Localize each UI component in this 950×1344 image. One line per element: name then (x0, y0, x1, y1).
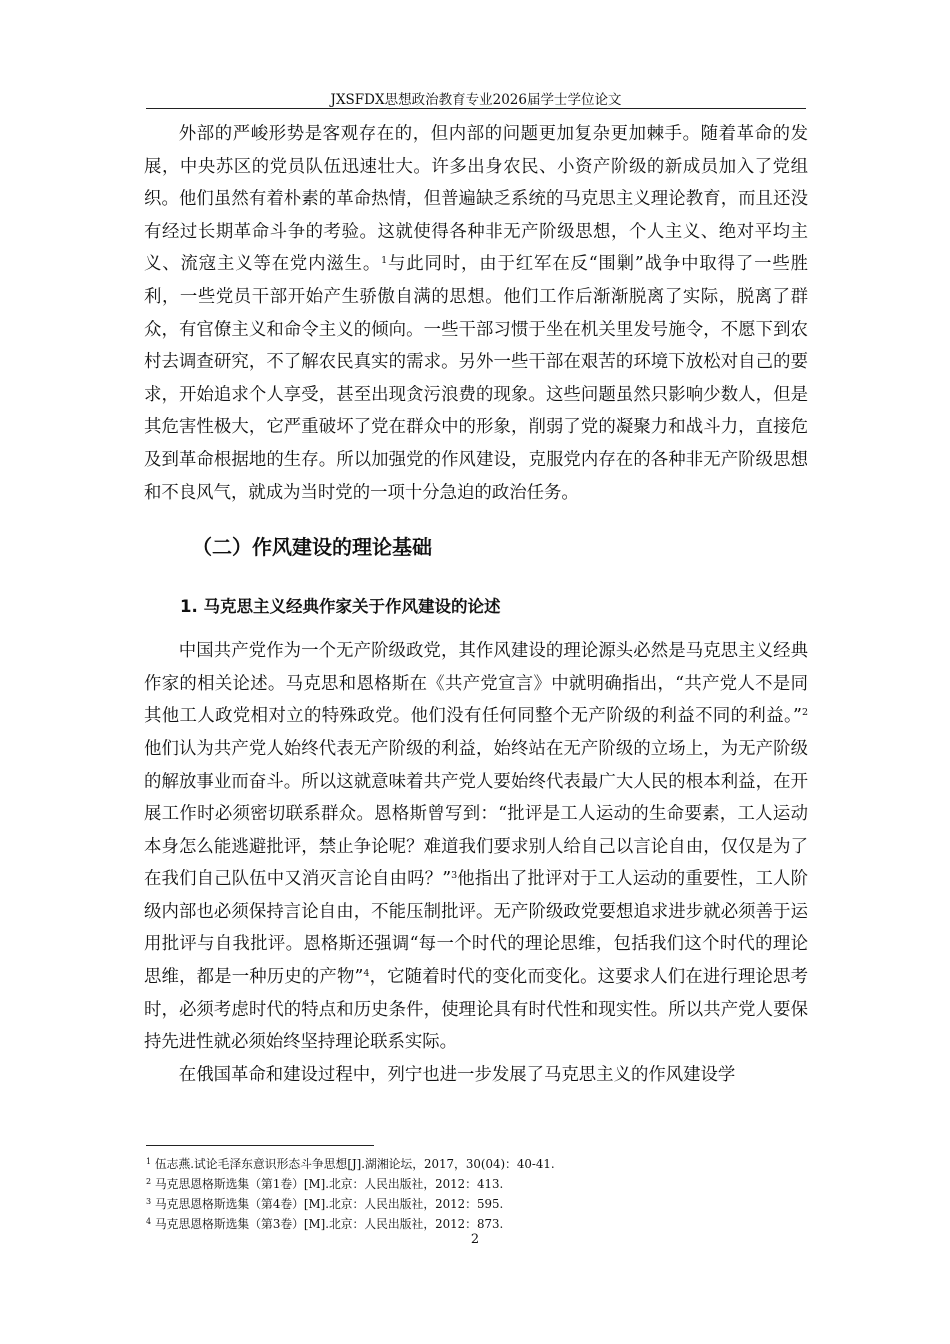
paragraph-2 (144, 635, 808, 1059)
subsection-heading: 1. 马克思主义经典作家关于作风建设的论述 (180, 597, 501, 617)
paragraph-1 (144, 118, 808, 509)
footnote-item (146, 1214, 806, 1234)
footnote-item (146, 1154, 806, 1174)
footnote-item (146, 1174, 806, 1194)
paragraph-2-text-a: 中国共产党作为一个无产阶级政党，其作风建设的理论源头必然是马克思主义经典作家的相关论述。马克思和恩格斯在《共产党宣言》中就明确指出，“共产党人不是同其他工人政党相对立的特殊政党。他们没有任何同整个无产阶级的利益不同的利益。” (144, 641, 808, 727)
paragraph-2-text-b: 他们认为共产党人始终代表无产阶级的利益，始终站在无产阶级的立场上，为无产阶级的解放事业而奋斗。所以这就意味着共产党人要始终代表最广大人民的根本利益，在开展工作时必须密切联系群众。恩格斯曾写到：“批评是工人运动的生命要素，工人运动本身怎么能逃避批评，禁止争论呢？难道我们要求别人给自己以言论自由，仅仅是为了在我们自己队伍中又消灭言论自由吗？” (144, 738, 808, 890)
footnotes (146, 1154, 806, 1234)
footnote-ref-2[interactable]: 2 (801, 707, 808, 719)
page-number: 2 (470, 1232, 480, 1247)
paragraph-1-text-a: 外部的严峻形势是客观存在的，但内部的问题更加复杂更加棘手。随着革命的发展，中央苏区的党员队伍迅速壮大。许多出身农民、小资产阶级的新成员加入了党组织。他们虽然有着朴素的革命热情，但普遍缺乏系统的马克思主义理论教育，而且还没有经过长期革命斗争的考验。这就使得各种非无产阶级思想，个人主义、绝对平均主义、流寇主义等在党内滋生。 (144, 124, 808, 275)
running-header: JXSFDX思想政治教育专业2026届学士学位论文 (330, 92, 622, 108)
footnote-ref-4[interactable]: 4 (363, 968, 370, 980)
footnote-text: 马克思恩格斯选集（第4卷）[M].北京：人民出版社，2012：595. (154, 1197, 504, 1211)
paragraph-1-text-b: 与此同时，由于红军在反“围剿”战争中取得了一些胜利，一些党员干部开始产生骄傲自满的思想。他们工作后渐渐脱离了实际，脱离了群众，有官僚主义和命令主义的倾向。一些干部习惯于坐在机关里发号施令，不愿下到农村去调查研究，不了解农民真实的需求。另外一些干部在艰苦的环境下放松对自己的要求，开始追求个人享受，甚至出现贪污浪费的现象。这些问题虽然只影响少数人，但是其危害性极大，它严重破坏了党在群众中的形象，削弱了党的凝聚力和战斗力，直接危及到革命根据地的生存。所以加强党的作风建设，克服党内存在的各种非无产阶级思想和不良风气，就成为当时党的一项十分急迫的政治任务。 (144, 254, 808, 503)
footnote-item (146, 1194, 806, 1214)
footnote-number: 2 (146, 1177, 152, 1186)
section-heading: （二）作风建设的理论基础 (192, 535, 432, 560)
footnote-ref-1[interactable]: 1 (381, 255, 388, 267)
paragraph-2-text-c: 他指出了批评对于工人运动的重要性，工人阶级内部也必须保持言论自由，不能压制批评。无产阶级政党要想追求进步就必须善于运用批评与自我批评。恩格斯还强调“每一个时代的理论思维，包括我们这个时代的理论思维，都是一种历史的产物” (144, 869, 808, 988)
header-rule (146, 108, 806, 109)
footnote-ref-3[interactable]: 3 (451, 870, 458, 882)
paragraph-3: 在俄国革命和建设过程中，列宁也进一步发展了马克思主义的作风建设学 (178, 1064, 736, 1085)
footnote-text: 伍志燕.试论毛泽东意识形态斗争思想[J].湖湘论坛，2017，30(04)：40-41. (154, 1157, 555, 1171)
footnote-text: 马克思恩格斯选集（第3卷）[M].北京：人民出版社，2012：873. (154, 1217, 504, 1231)
body-text (144, 118, 808, 1091)
footnote-number: 1 (146, 1157, 152, 1166)
footnote-number: 3 (146, 1197, 152, 1206)
footnote-number: 4 (146, 1217, 152, 1226)
paragraph-2-text-d: ，它随着时代的变化而变化。这要求人们在进行理论思考时，必须考虑时代的特点和历史条件，使理论具有时代性和现实性。所以共产党人要保持先进性就必须始终坚持理论联系实际。 (144, 967, 808, 1053)
footnote-text: 马克思恩格斯选集（第1卷）[M].北京：人民出版社，2012：413. (154, 1177, 504, 1191)
footnote-rule (146, 1145, 374, 1146)
